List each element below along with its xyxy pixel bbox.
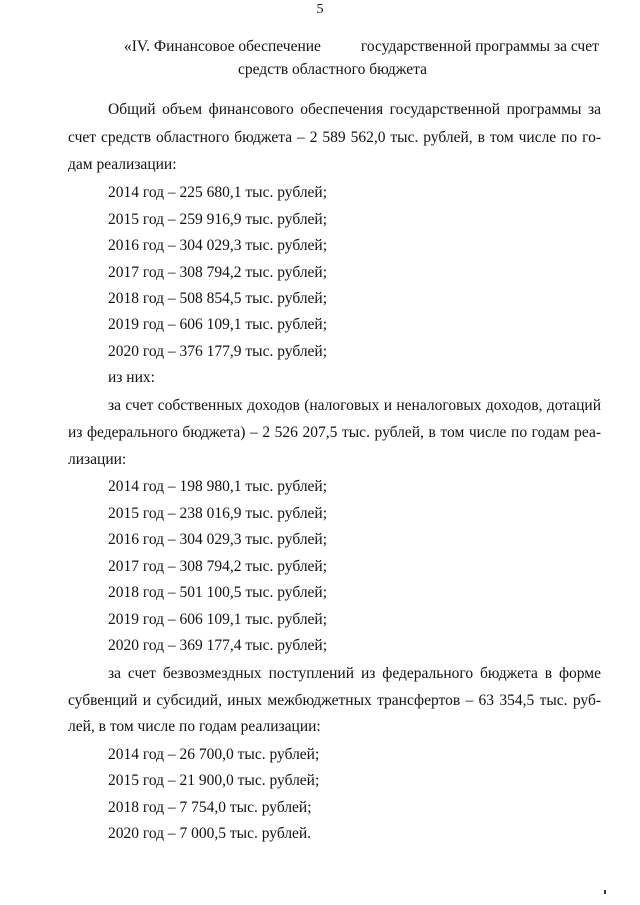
section-heading-line-2: средств областного бюджета [238,61,427,78]
intro-line-1: Общий объем финансового обеспечения государственной программы за [108,101,601,118]
own-year-item: 2017 год – 308 794,2 тыс. рублей; [108,558,328,575]
federal-line-1: за счет безвозмездных поступлений из федерального бюджета в форме [108,665,601,682]
federal-year-item: 2015 год – 21 900,0 тыс. рублей; [108,772,320,789]
own-income-line-1: за счет собственных доходов (налоговых и неналоговых доходов, дотаций [108,397,601,414]
federal-line-3: лей, в том числе по годам реализации: [68,718,321,735]
total-year-item: 2017 год – 308 794,2 тыс. рублей; [108,264,328,281]
section-heading-right: государственной программы за счет [360,38,599,55]
federal-year-item: 2014 год – 26 700,0 тыс. рублей; [108,746,320,763]
own-year-item: 2016 год – 304 029,3 тыс. рублей; [108,531,328,548]
total-year-item: 2019 год – 606 109,1 тыс. рублей; [108,316,328,333]
own-year-item: 2014 год – 198 980,1 тыс. рублей; [108,478,328,495]
total-year-item: 2016 год – 304 029,3 тыс. рублей; [108,237,328,254]
federal-year-item: 2020 год – 7 000,5 тыс. рублей. [108,825,312,842]
federal-year-item: 2018 год – 7 754,0 тыс. рублей; [108,799,312,816]
intro-line-3: дам реализации: [68,156,177,173]
section-heading-left: «IV. Финансовое обеспечение [124,38,321,55]
own-income-line-3: лизации: [68,451,127,468]
scan-mark [604,890,606,894]
total-year-item: 2018 год – 508 854,5 тыс. рублей; [108,290,328,307]
page-number: 5 [316,2,324,17]
own-year-item: 2015 год – 238 016,9 тыс. рублей; [108,505,328,522]
federal-line-2: субвенций и субсидий, иных межбюджетных трансфертов – 63 354,5 тыс. руб- [68,692,601,709]
own-income-line-2: из федерального бюджета) – 2 526 207,5 тыс. рублей, в том числе по годам реа- [68,424,601,441]
of-them-label: из них: [108,369,155,386]
total-year-item: 2014 год – 225 680,1 тыс. рублей; [108,184,328,201]
own-year-item: 2019 год – 606 109,1 тыс. рублей; [108,611,328,628]
intro-line-2: счет средств областного бюджета – 2 589 562,0 тыс. рублей, в том числе по го- [68,129,601,146]
section-heading-line-1 [124,38,599,56]
total-year-item: 2020 год – 376 177,9 тыс. рублей; [108,343,328,360]
own-year-item: 2018 год – 501 100,5 тыс. рублей; [108,584,328,601]
total-year-item: 2015 год – 259 916,9 тыс. рублей; [108,211,328,228]
own-year-item: 2020 год – 369 177,4 тыс. рублей; [108,637,328,654]
